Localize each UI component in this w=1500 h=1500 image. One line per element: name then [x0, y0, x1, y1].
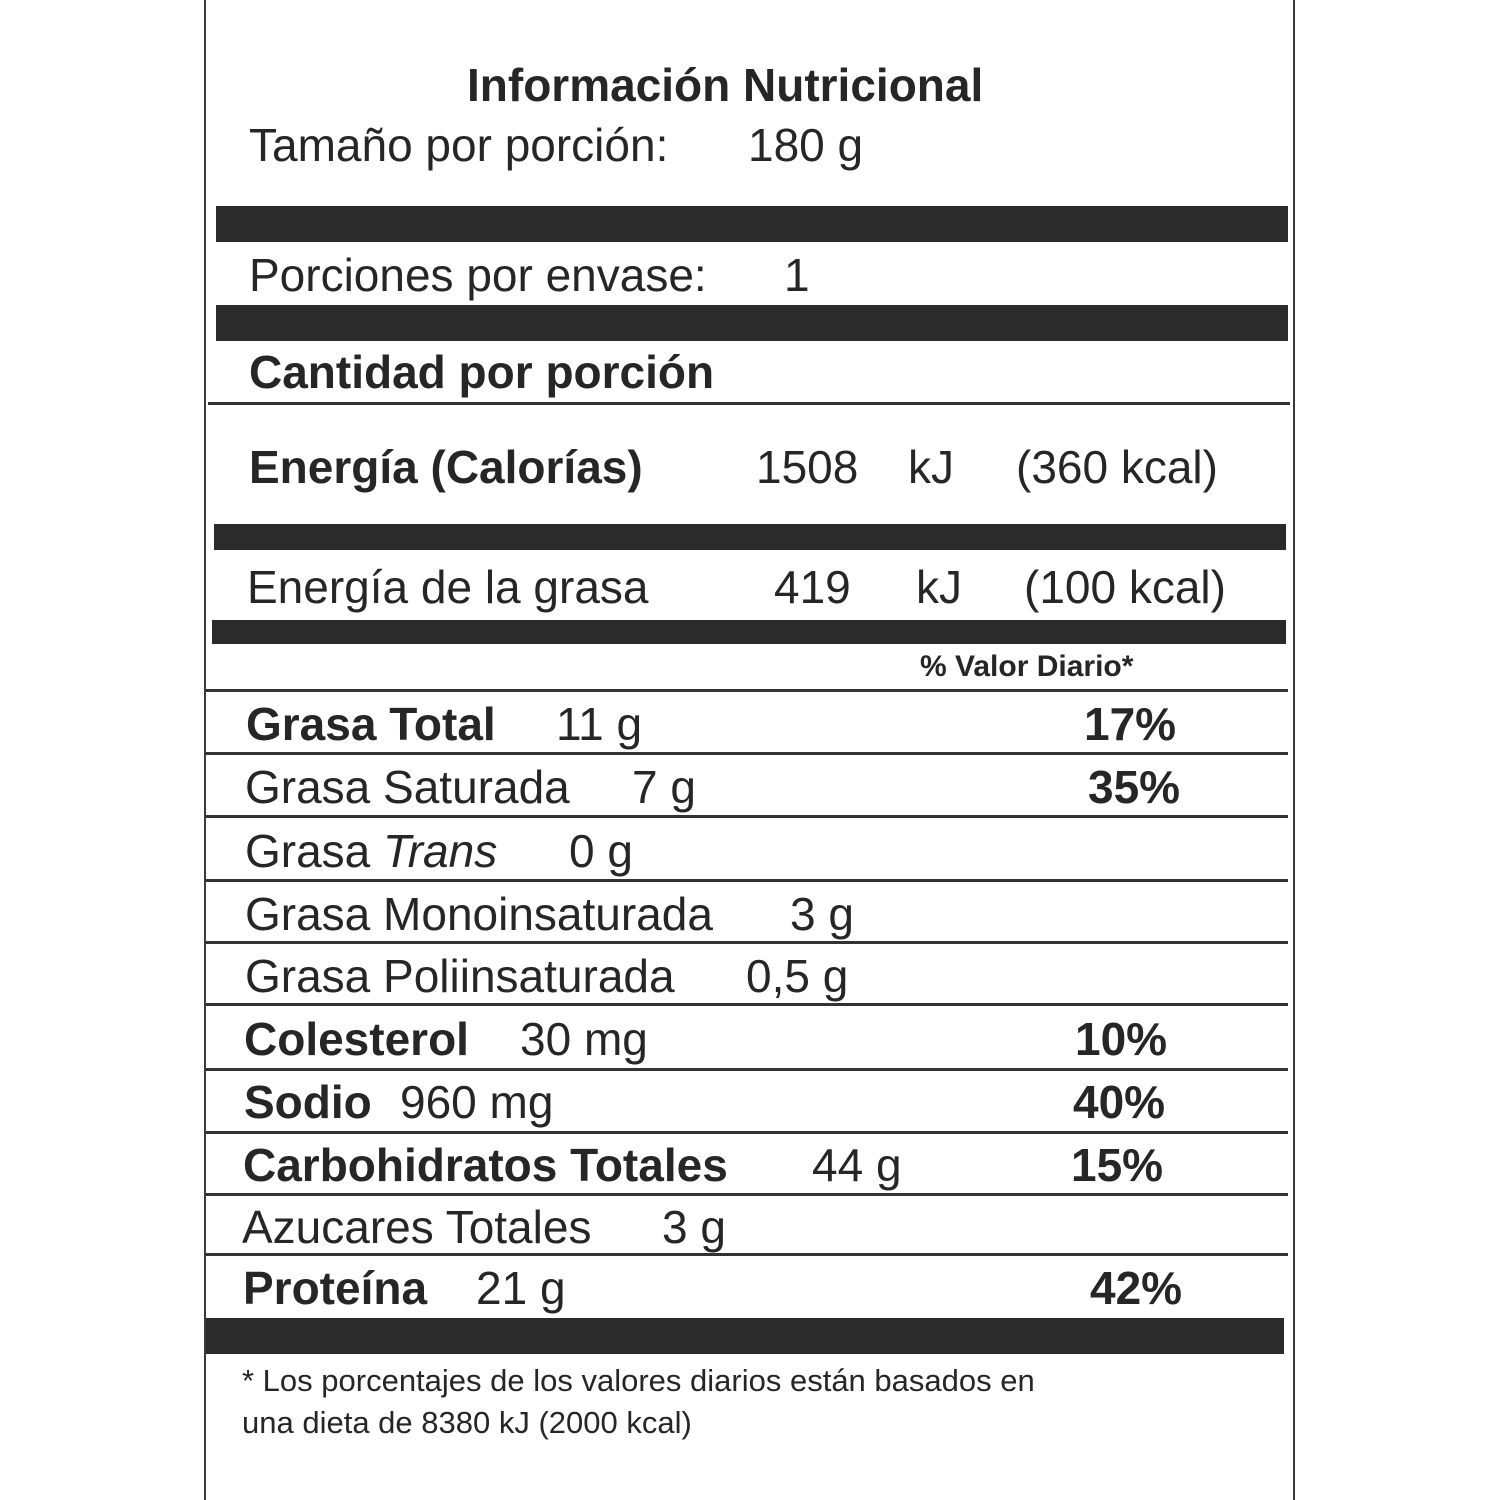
daily-value-footnote: [242, 1360, 1272, 1444]
nutrient-divider: [206, 1253, 1288, 1256]
nutrient-name-trans-fat: [245, 824, 497, 878]
energy-kj-value: 1508: [756, 441, 859, 493]
nutrient-name-cholesterol: Colesterol: [244, 1013, 469, 1065]
thick-divider-3: [214, 524, 1286, 550]
nutrient-name-total-carbohydrates: Carbohidratos Totales: [243, 1139, 728, 1191]
thick-divider-1: [216, 206, 1288, 242]
nutrient-name-polyunsaturated-fat: Grasa Poliinsaturada: [245, 950, 675, 1002]
thick-divider-4: [212, 620, 1286, 644]
nutrient-dv-saturated-fat: 35%: [1088, 761, 1181, 813]
nutrient-divider: [206, 1003, 1288, 1006]
nutrient-divider: [206, 752, 1288, 755]
nutrient-divider: [206, 879, 1288, 882]
servings-per-container-value: 1: [784, 249, 810, 301]
energy-from-fat-label: Energía de la grasa: [247, 561, 649, 613]
nutrient-name-total-sugars: Azucares Totales: [242, 1201, 592, 1253]
nutrient-name-protein: Proteína: [243, 1262, 428, 1314]
nutrient-amount-cholesterol: 30 mg: [520, 1013, 648, 1065]
footnote-line-2: una dieta de 8380 kJ (2000 kcal): [242, 1405, 692, 1440]
nutrient-amount-sodium: 960 mg: [400, 1076, 554, 1128]
trans-fat-prefix: Grasa: [245, 825, 371, 877]
nutrient-amount-monounsaturated-fat: 3 g: [790, 888, 854, 940]
nutrient-divider: [206, 1131, 1288, 1134]
thick-divider-2: [216, 305, 1288, 341]
nutrient-amount-protein: 21 g: [476, 1262, 566, 1314]
energy-from-fat-kj-unit: kJ: [916, 561, 962, 613]
nutrient-amount-total-carbohydrates: 44 g: [812, 1139, 902, 1191]
thick-divider-bottom: [206, 1318, 1284, 1354]
energy-from-fat-kj-value: 419: [774, 561, 851, 613]
label-title: Información Nutricional: [467, 59, 984, 111]
nutrient-divider: [206, 1193, 1288, 1196]
footnote-line-1: * Los porcentajes de los valores diarios están basados en: [242, 1363, 1035, 1398]
nutrient-divider: [206, 1068, 1288, 1071]
serving-size-label: Tamaño por porción:: [249, 119, 669, 171]
nutrient-amount-trans-fat: 0 g: [569, 825, 633, 877]
energy-kj-unit: kJ: [908, 441, 954, 493]
nutrient-dv-cholesterol: 10%: [1075, 1013, 1168, 1065]
nutrient-dv-sodium: 40%: [1073, 1076, 1166, 1128]
label-right-border: [1293, 0, 1295, 1500]
energy-label: Energía (Calorías): [249, 441, 643, 493]
nutrient-amount-polyunsaturated-fat: 0,5 g: [746, 950, 849, 1002]
daily-value-header: % Valor Diario*: [920, 650, 1134, 683]
nutrient-name-total-fat: Grasa Total: [246, 698, 496, 750]
servings-per-container-label: Porciones por envase:: [249, 249, 707, 301]
energy-kcal: (360 kcal): [1016, 441, 1218, 493]
nutrient-dv-total-fat: 17%: [1084, 698, 1177, 750]
nutrient-divider: [206, 815, 1288, 818]
trans-fat-italic: Trans: [383, 825, 498, 877]
nutrient-name-sodium: Sodio: [244, 1076, 372, 1128]
nutrient-amount-total-sugars: 3 g: [662, 1201, 726, 1253]
label-left-border: [204, 0, 206, 1500]
nutrient-amount-total-fat: 11 g: [556, 698, 643, 750]
nutrient-amount-saturated-fat: 7 g: [632, 761, 696, 813]
nutrient-dv-total-carbohydrates: 15%: [1071, 1139, 1164, 1191]
nutrient-dv-protein: 42%: [1090, 1262, 1183, 1314]
nutrient-name-monounsaturated-fat: Grasa Monoinsaturada: [245, 888, 713, 940]
thin-divider-dv: [206, 689, 1288, 692]
energy-from-fat-kcal: (100 kcal): [1024, 561, 1226, 613]
amount-per-serving: Cantidad por porción: [249, 346, 715, 398]
nutrient-name-saturated-fat: Grasa Saturada: [245, 761, 570, 813]
nutrient-divider: [206, 941, 1288, 944]
thin-divider-amount: [208, 402, 1290, 405]
serving-size-value: 180 g: [748, 119, 864, 171]
